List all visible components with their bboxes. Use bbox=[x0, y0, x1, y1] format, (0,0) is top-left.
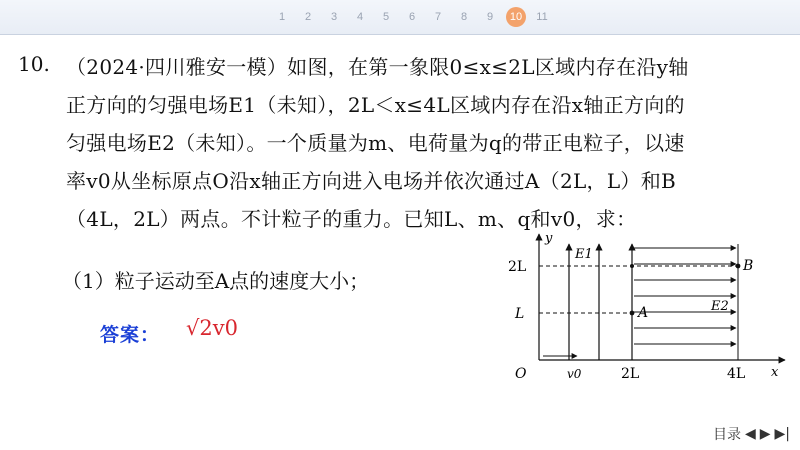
slide-toolbar bbox=[713, 424, 790, 444]
page-link-11[interactable]: 11 bbox=[536, 11, 548, 23]
table-of-contents-button[interactable]: 目录 bbox=[712, 427, 741, 443]
question-number: 10. bbox=[18, 52, 50, 76]
e2-label: E2 bbox=[711, 299, 729, 314]
problem-line-5: （4L，2L）两点。不计粒子的重力。已知L、m、q和v0，求： bbox=[66, 207, 637, 231]
point-a bbox=[630, 311, 635, 316]
page-navigation-bar bbox=[0, 0, 800, 35]
page-link-9[interactable]: 9 bbox=[486, 11, 494, 23]
problem-statement bbox=[66, 48, 782, 238]
y-axis-label: y bbox=[545, 231, 553, 246]
problem-line-1: （2024·四川雅安一模）如图，在第一象限0≤x≤2L区域内存在沿y轴 bbox=[66, 55, 689, 79]
answer-value: √2v0 bbox=[186, 316, 238, 340]
point-a-label: A bbox=[638, 305, 649, 321]
page-link-7[interactable]: 7 bbox=[434, 11, 442, 23]
page-link-4[interactable]: 4 bbox=[356, 11, 364, 23]
sub-question-1: （1）粒子运动至A点的速度大小； bbox=[62, 269, 370, 293]
y-L-label: L bbox=[515, 306, 525, 322]
page-link-3[interactable]: 3 bbox=[330, 11, 338, 23]
next-slide-icon[interactable]: ▶ bbox=[759, 426, 771, 442]
e1-label: E1 bbox=[575, 247, 593, 262]
page-link-1[interactable]: 1 bbox=[278, 11, 286, 23]
page-number-list bbox=[0, 0, 800, 34]
page-link-6[interactable]: 6 bbox=[408, 11, 416, 23]
point-b-label: B bbox=[743, 258, 754, 274]
v0-label: v0 bbox=[567, 367, 582, 381]
last-slide-icon[interactable]: ▶| bbox=[774, 426, 790, 442]
point-2L-top bbox=[630, 264, 634, 268]
page-link-5[interactable]: 5 bbox=[382, 11, 390, 23]
answer-label: 答案： bbox=[100, 324, 161, 346]
x-2L-label: 2L bbox=[621, 366, 640, 382]
page-link-10-current[interactable]: 10 bbox=[506, 7, 526, 27]
problem-line-2: 正方向的匀强电场E1（未知），2L＜x≤4L区域内存在沿x轴正方向的 bbox=[66, 93, 685, 117]
origin-label: O bbox=[515, 366, 527, 382]
electric-field-diagram bbox=[505, 230, 795, 390]
x-4L-label: 4L bbox=[727, 366, 746, 382]
y-2L-label: 2L bbox=[508, 259, 527, 275]
previous-slide-icon[interactable]: ◀ bbox=[744, 426, 756, 442]
point-b bbox=[736, 264, 741, 269]
page-link-2[interactable]: 2 bbox=[304, 11, 312, 23]
problem-line-3: 匀强电场E2（未知）。一个质量为m、电荷量为q的带正电粒子，以速 bbox=[66, 131, 685, 155]
page-link-8[interactable]: 8 bbox=[460, 11, 468, 23]
x-axis-label: x bbox=[771, 365, 779, 380]
problem-line-4: 率v0从坐标原点O沿x轴正方向进入电场并依次通过A（2L，L）和B bbox=[66, 169, 677, 193]
